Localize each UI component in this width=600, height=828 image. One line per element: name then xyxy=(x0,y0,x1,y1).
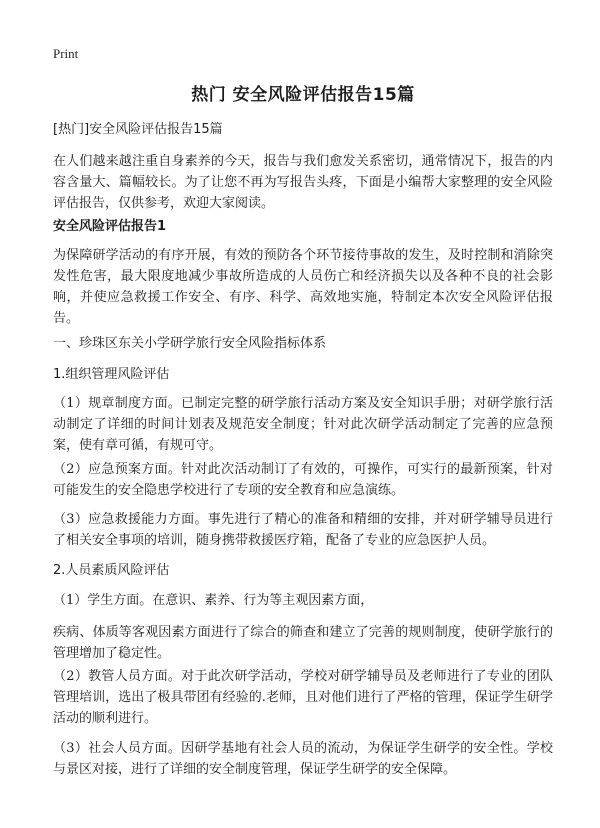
paragraph-staff: （2）教管人员方面。对于此次研学活动，学校对研学辅导员及老师进行了专业的团队管理培训，选出了极具带团有经验的.老师，且对他们进行了严格的管理，保证学生研学活动的顺利进行。 xyxy=(53,669,553,726)
print-link[interactable]: Print xyxy=(53,46,79,61)
paragraph-students: （1）学生方面。在意识、素养、行为等主观因素方面， xyxy=(53,593,374,608)
paragraph-heading-1: 一、珍珠区东关小学研学旅行安全风险指标体系 xyxy=(53,336,327,351)
paragraph-screening: 疾病、体质等客观因素方面进行了综合的筛查和建立了完善的规则制度，使研学旅行的管理增加了稳定性。 xyxy=(53,625,553,661)
section-heading: 安全风险评估报告1 xyxy=(53,219,167,234)
paragraph-emergency-plan: （2）应急预案方面。针对此次活动制订了有效的，可操作，可实行的最新预案，针对可能发生的安全隐患学校进行了专项的安全教育和应急演练。 xyxy=(53,462,553,498)
paragraph-public: （3）社会人员方面。因研学基地有社会人员的流动，为保证学生研学的安全性。学校与景区对接，进行了详细的安全制度管理，保证学生研学的安全保障。 xyxy=(53,741,553,777)
paragraph-subheading-1: 1.组织管理风险评估 xyxy=(53,367,170,382)
intro-paragraph: 在人们越来越注重自身素养的今天，报告与我们愈发关系密切，通常情况下，报告的内容含量大、篇幅较长。为了让您不再为写报告头疼，下面是小编帮大家整理的安全风险评估报告，仅供参考，欢迎大家阅读。 xyxy=(53,154,553,211)
page-title: 热门 安全风险评估报告15篇 xyxy=(191,85,415,105)
paragraph-subheading-2: 2.人员素质风险评估 xyxy=(53,563,170,578)
paragraph-rescue: （3）应急救援能力方面。事先进行了精心的准备和精细的安排，并对研学辅导员进行了相关安全事项的培训，随身携带救援医疗箱，配备了专业的应急医护人员。 xyxy=(53,512,553,548)
paragraph-rules: （1）规章制度方面。已制定完整的研学旅行活动方案及安全知识手册；对研学旅行活动制定了详细的时间计划表及规范安全制度；针对此次研学活动制定了完善的应急预案，使有章可循，有规可守。 xyxy=(53,396,553,453)
paragraph-purpose: 为保障研学活动的有序开展，有效的预防各个环节接待事故的发生，及时控制和消除突发性危害，最大限度地减少事故所造成的人员伤亡和经济损失以及各种不良的社会影响，并使应急救援工作安全、有序、科学、高效地实施，特制定本次安全风险评估报告。 xyxy=(53,248,553,326)
document-subtitle: [热门]安全风险评估报告15篇 xyxy=(53,122,223,137)
